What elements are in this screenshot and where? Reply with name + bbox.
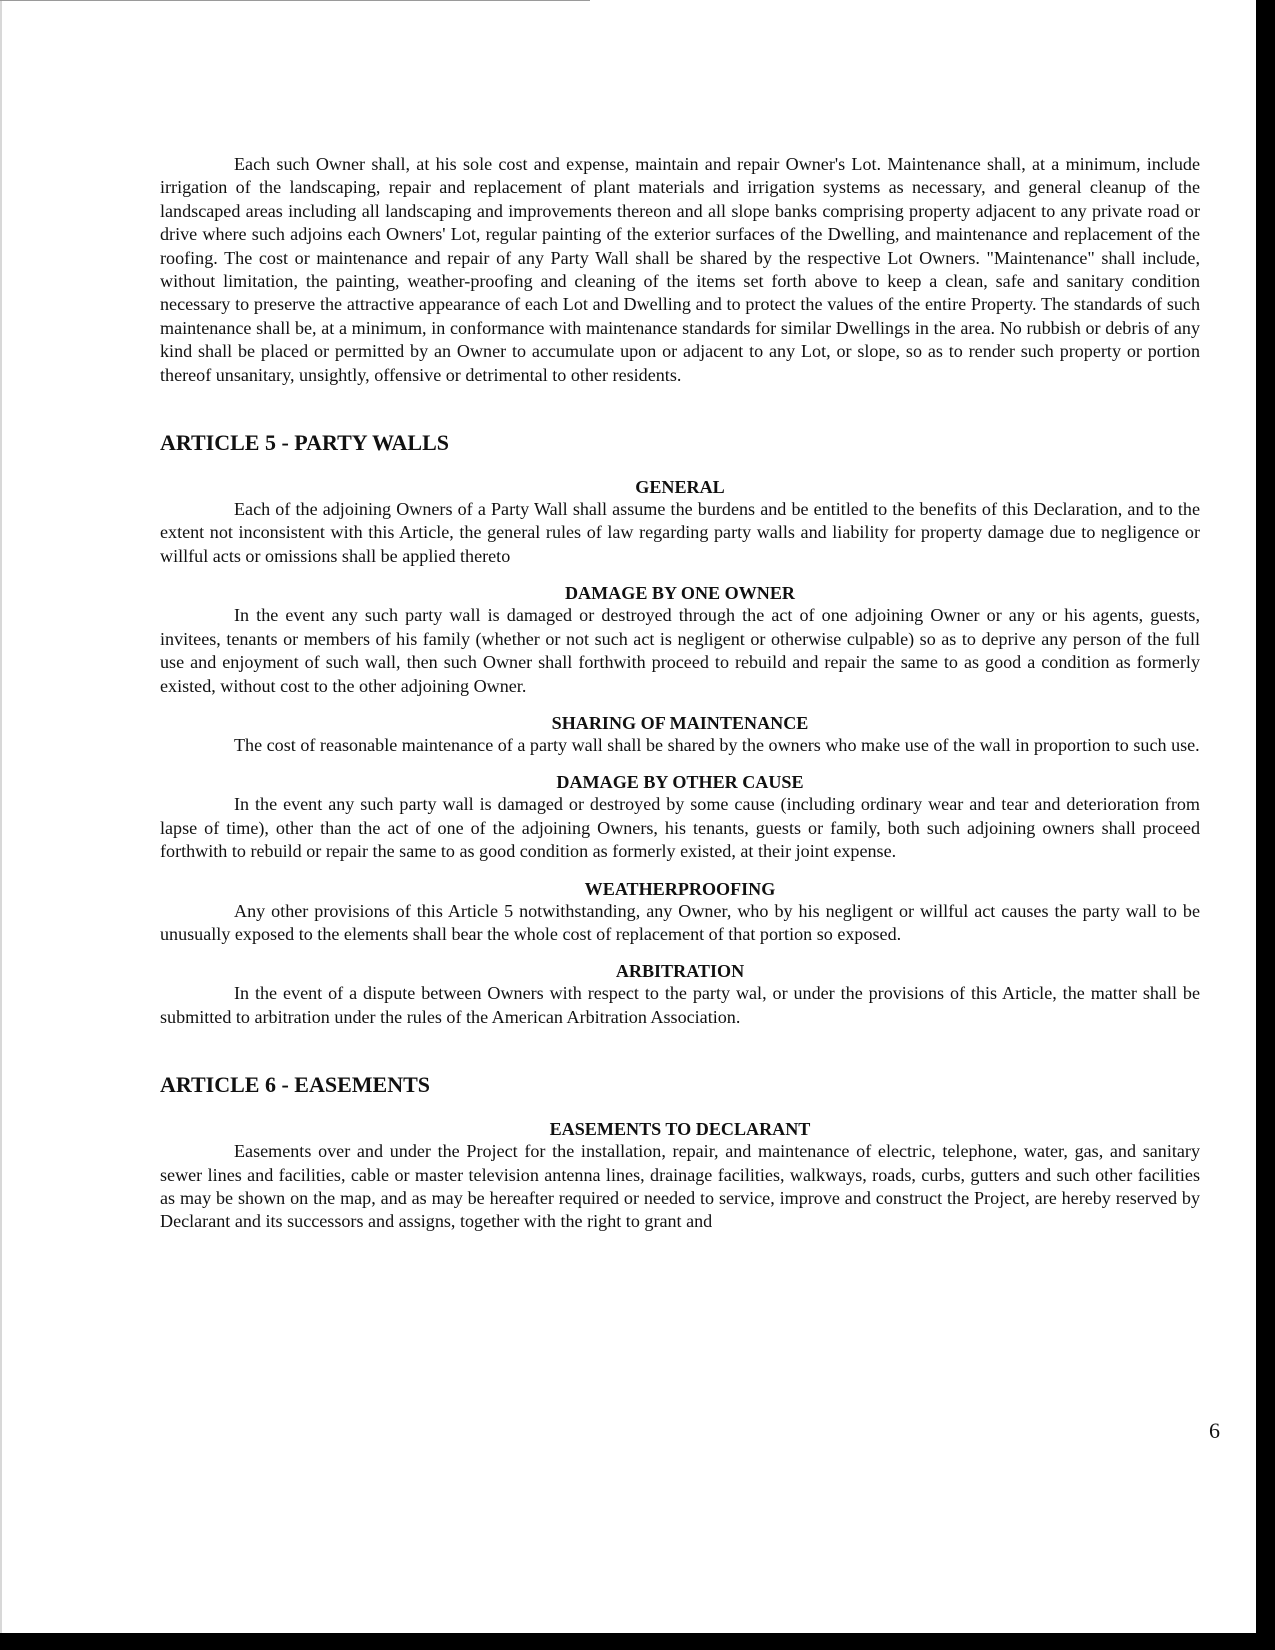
section-heading: ARBITRATION <box>615 961 745 982</box>
section-heading: WEATHERPROOFING <box>584 878 776 899</box>
section-text: Any other provisions of this Article 5 notwithstanding, any Owner, who by his negligent or willful act causes the party wall to be unusually exposed to the elements shall bear the whole cost of replacement of that portion so exposed. <box>160 900 1200 944</box>
intro-paragraph: Each such Owner shall, at his sole cost and expense, maintain and repair Owner's Lot. Maintenance shall, at a minimum, include irrigation of the landscaping, repair and replacement of plant materials and irrigation systems as necessary, and general cleanup of the landscaped areas including all landscaping and improvements thereon and all slope banks comprising property adjacent to any private road or drive where such adjoins each Owners' Lot, regular painting of the exterior surfaces of the Dwelling, and maintenance and replacement of the roofing. The cost or maintenance and repair of any Party Wall shall be shared by the respective Lot Owners. "Maintenance" shall include, without limitation, the painting, weather-proofing and cleaning of the items set forth above to keep a clean, safe and sanitary condition necessary to preserve the attractive appearance of each Lot and Dwelling and to protect the values of the entire Property. The standards of such maintenance shall be, at a minimum, in conformance with maintenance standards for similar Dwellings in the area. No rubbish or debris of any kind shall be placed or permitted by an Owner to accumulate upon or adjacent to any Lot, or slope, so as to render such property or portion thereof unsanitary, unsightly, offensive or detrimental to other residents. <box>160 154 1200 385</box>
section-sharing-of-maintenance <box>160 712 1200 757</box>
section-text: The cost of reasonable maintenance of a party wall shall be shared by the owners who make use of the wall in proportion to such use. <box>234 734 1200 755</box>
section-text: In the event any such party wall is damaged or destroyed through the act of one adjoining Owner or any or his agents, guests, invitees, tenants or members of his family (whether or not such act is negligent or otherwise culpable) so as to deprive any person of the full use and enjoyment of such wall, then such Owner shall forthwith proceed to rebuild and repair the same to as good a condition as formerly existed, without cost to the other adjoining Owner. <box>160 605 1200 696</box>
section-text: Each of the adjoining Owners of a Party Wall shall assume the burdens and be entitled to the benefits of this Declaration, and to the extent not inconsistent with this Article, the general rules of law regarding party walls and liability for property damage due to negligence or willful acts or omissions shall be applied thereto <box>160 499 1200 566</box>
section-heading: SHARING OF MAINTENANCE <box>551 712 809 733</box>
section-heading: DAMAGE BY ONE OWNER <box>564 583 796 604</box>
section-damage-by-one-owner <box>160 582 1200 698</box>
article-5 <box>160 429 1200 1029</box>
page-number: 6 <box>1209 1418 1220 1443</box>
scan-bottom-border <box>0 1633 1275 1650</box>
section-heading: DAMAGE BY OTHER CAUSE <box>556 772 804 793</box>
section-general <box>160 476 1200 568</box>
section-easements-to-declarant <box>160 1118 1200 1234</box>
section-text: In the event of a dispute between Owners with respect to the party wal, or under the provisions of this Article, the matter shall be submitted to arbitration under the rules of the American Arbitration Association. <box>160 983 1200 1027</box>
section-text: Easements over and under the Project for the installation, repair, and maintenance of electric, telephone, water, gas, and sanitary sewer lines and facilities, cable or master television antenna lines, drainage facilities, walkways, roads, curbs, gutters and such other facilities as may be shown on the map, and as may be hereafter required or needed to service, improve and construct the Project, are hereby reserved by Declarant and its successors and assigns, together with the right to grant and <box>160 1141 1200 1232</box>
section-heading: GENERAL <box>635 477 725 498</box>
section-weatherproofing <box>160 878 1200 947</box>
section-arbitration <box>160 960 1200 1029</box>
section-damage-by-other-cause <box>160 771 1200 863</box>
article-6-title: ARTICLE 6 - EASEMENTS <box>160 1072 431 1098</box>
scan-top-rule <box>0 0 590 1</box>
document-body <box>160 153 1200 1248</box>
section-text: In the event any such party wall is damaged or destroyed by some cause (including ordinary wear and tear and deterioration from lapse of time), other than the act of one of the adjoining Owners, his tenants, guests or family, both such adjoining owners shall proceed forthwith to rebuild or repair the same to as good condition as formerly existed, at their joint expense. <box>160 794 1200 862</box>
scan-left-edge <box>0 0 2 1650</box>
article-5-title: ARTICLE 5 - PARTY WALLS <box>160 430 449 456</box>
section-heading: EASEMENTS TO DECLARANT <box>549 1119 811 1140</box>
article-6 <box>160 1071 1200 1234</box>
scan-right-border <box>1256 0 1275 1650</box>
